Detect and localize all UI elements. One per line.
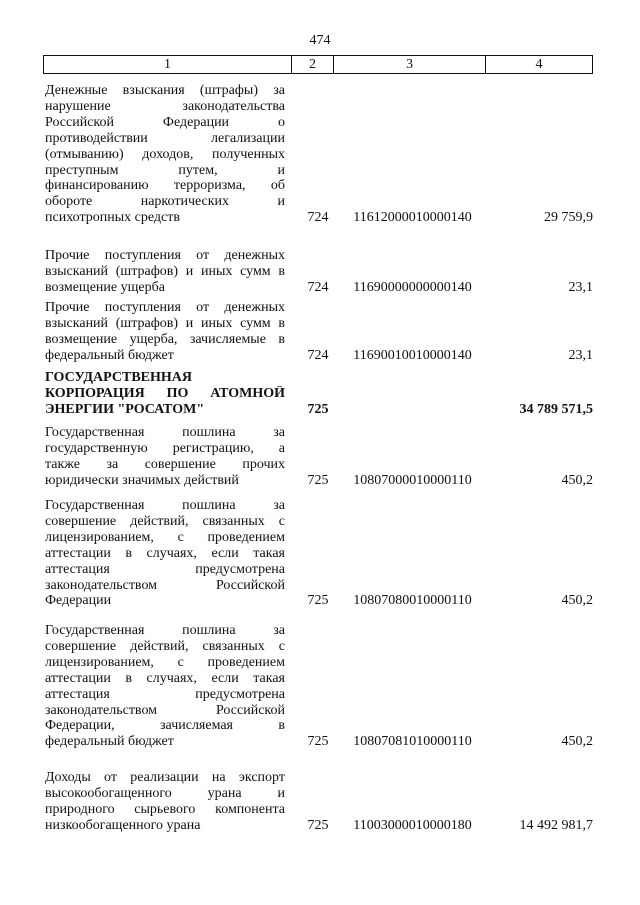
description-line: обороте наркотических и [45, 194, 285, 210]
table-row [45, 370, 593, 418]
row-description [45, 248, 285, 296]
header-col-2: 2 [291, 56, 333, 73]
row-description [45, 425, 285, 489]
description-line: Прочие поступления от денежных [45, 248, 285, 263]
description-line: взысканий (штрафов) и иных сумм в [45, 315, 285, 331]
classification-code-cell: 11690010010000140 [353, 347, 472, 363]
amount-cell: 450,2 [561, 734, 593, 750]
admin-code-cell: 725 [307, 593, 329, 609]
description-line: КОРПОРАЦИЯ ПО АТОМНОЙ [45, 385, 285, 401]
amount-cell: 23,1 [568, 279, 593, 295]
classification-code-cell: 10807000010000110 [353, 472, 472, 488]
description-line: законодательством Российской [45, 702, 285, 718]
description-line: Государственная пошлина за [45, 623, 285, 638]
description-line: аттестация предусмотрена [45, 561, 285, 577]
description-line: государственную регистрацию, а [45, 440, 285, 456]
description-line: (отмыванию) доходов, полученных [45, 146, 285, 162]
amount-cell: 23,1 [568, 347, 593, 363]
description-line: низкообогащенного урана [45, 817, 201, 833]
description-line: Федерации, зачисляемая в [45, 718, 285, 734]
classification-code-cell: 11690000000000140 [353, 279, 472, 295]
description-line: природного сырьевого компонента [45, 801, 285, 817]
description-line: федеральный бюджет [45, 347, 174, 363]
admin-code-cell: 724 [307, 210, 329, 226]
table-row [45, 770, 593, 834]
table-row [45, 425, 593, 489]
description-line: аттестации в случаях, если такая [45, 670, 285, 686]
description-line: возмещение ущерба, зачисляемые в [45, 331, 285, 347]
classification-code-cell: 10807081010000110 [353, 734, 472, 750]
description-line: лицензированием, с проведением [45, 654, 285, 670]
admin-code-cell: 725 [307, 734, 329, 750]
row-description [45, 370, 285, 418]
row-description [45, 498, 285, 609]
amount-cell: 450,2 [561, 593, 593, 609]
classification-code-cell: 11612000010000140 [353, 210, 472, 226]
description-line: высокообогащенного урана и [45, 785, 285, 801]
description-line: финансированию терроризма, об [45, 178, 285, 194]
description-line: ГОСУДАРСТВЕННАЯ [45, 370, 192, 385]
row-description [45, 623, 285, 750]
description-line: Доходы от реализации на экспорт [45, 770, 285, 785]
table-row [45, 248, 593, 296]
description-line: психотропных средств [45, 210, 180, 226]
table-row [45, 300, 593, 364]
description-line: преступным путем, и [45, 162, 285, 178]
description-line: Прочие поступления от денежных [45, 300, 285, 315]
description-line: юридически значимых действий [45, 472, 239, 488]
description-line: аттестация предусмотрена [45, 686, 285, 702]
description-line: законодательством Российской [45, 577, 285, 593]
table-row [45, 623, 593, 750]
description-line: Государственная пошлина за [45, 498, 285, 513]
description-line: федеральный бюджет [45, 734, 174, 750]
description-line: лицензированием, с проведением [45, 529, 285, 545]
description-line: Российской Федерации о [45, 114, 285, 130]
description-line: нарушение законодательства [45, 98, 285, 114]
table-header-row [43, 55, 593, 74]
description-line: ЭНЕРГИИ "РОСАТОМ" [45, 401, 205, 417]
description-line: взысканий (штрафов) и иных сумм в [45, 263, 285, 279]
description-line: возмещение ущерба [45, 279, 165, 295]
table-row [45, 83, 593, 226]
classification-code-cell: 10807080010000110 [353, 593, 472, 609]
amount-cell: 29 759,9 [544, 210, 593, 226]
description-line: совершение действий, связанных с [45, 513, 285, 529]
row-description [45, 300, 285, 364]
row-description [45, 83, 285, 226]
amount-cell: 450,2 [561, 472, 593, 488]
amount-cell: 34 789 571,5 [519, 401, 593, 417]
row-description [45, 770, 285, 834]
description-line: аттестации в случаях, если такая [45, 545, 285, 561]
description-line: Федерации [45, 593, 112, 609]
admin-code-cell: 725 [307, 401, 329, 417]
description-line: совершение действий, связанных с [45, 638, 285, 654]
description-line: Денежные взыскания (штрафы) за [45, 83, 285, 98]
header-col-3: 3 [333, 56, 485, 73]
page-number: 474 [309, 33, 331, 48]
admin-code-cell: 725 [307, 472, 329, 488]
header-col-1: 1 [164, 57, 171, 72]
description-line: противодействии легализации [45, 130, 285, 146]
table-row [45, 498, 593, 609]
admin-code-cell: 725 [307, 817, 329, 833]
admin-code-cell: 724 [307, 279, 329, 295]
description-line: Государственная пошлина за [45, 425, 285, 440]
amount-cell: 14 492 981,7 [519, 817, 593, 833]
description-line: также за совершение прочих [45, 456, 285, 472]
classification-code-cell: 11003000010000180 [353, 817, 472, 833]
admin-code-cell: 724 [307, 347, 329, 363]
header-col-4: 4 [485, 56, 592, 73]
